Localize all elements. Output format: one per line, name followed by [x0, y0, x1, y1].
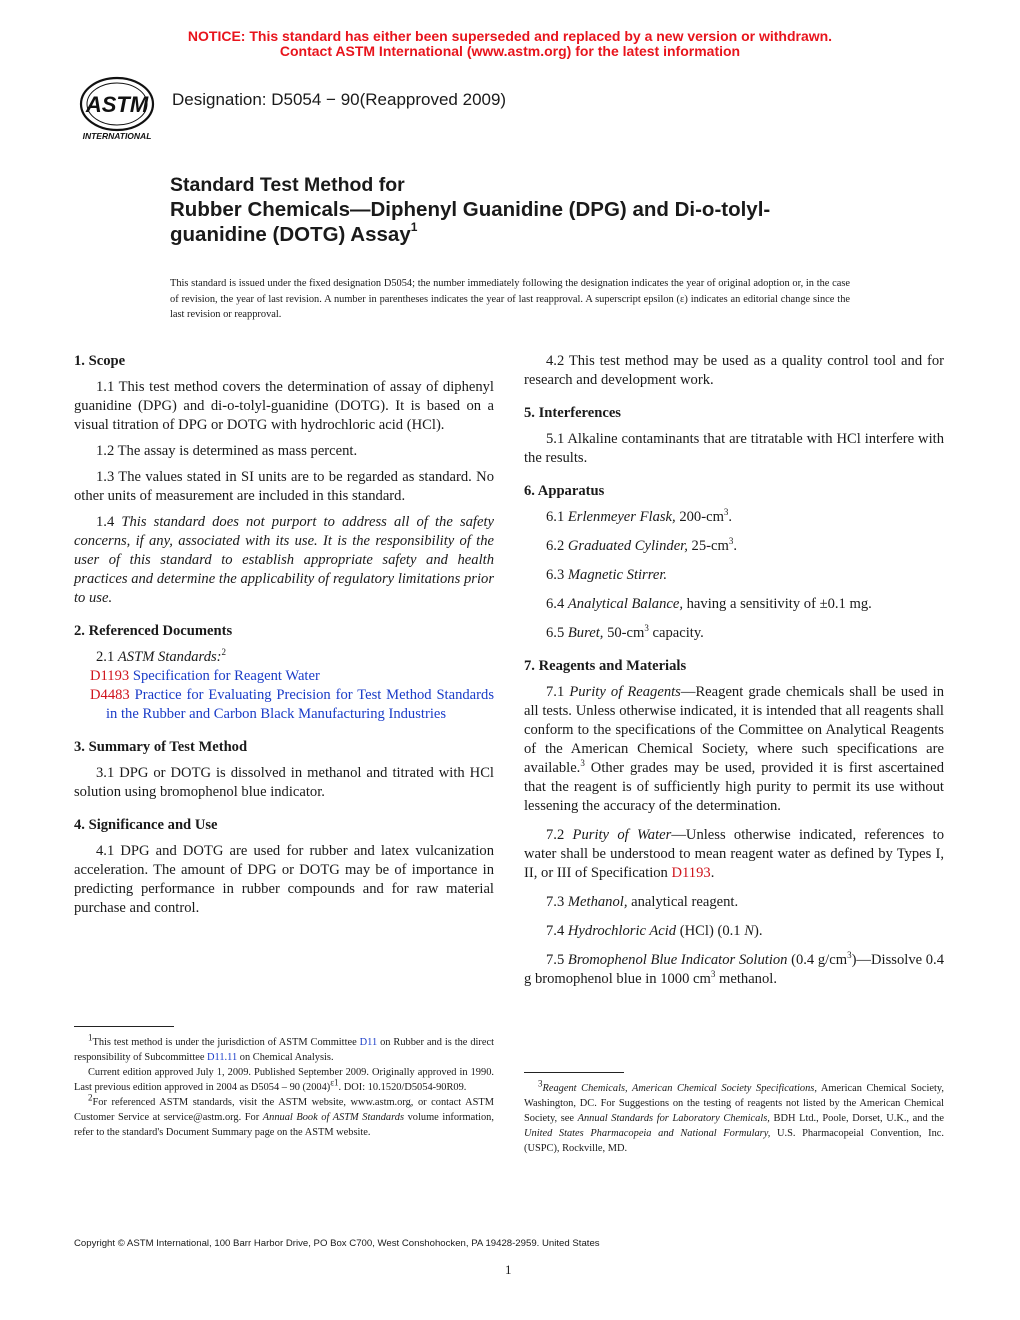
- right-column: [524, 352, 944, 999]
- ref-d4483[interactable]: D4483 Practice for Evaluating Precision for Test Method Standards in the Rubber and Carbon Black Manufacturing Industries: [90, 687, 494, 722]
- footnote-rule-right: [524, 1072, 624, 1073]
- designation: Designation: D5054 − 90(Reapproved 2009): [172, 90, 507, 109]
- copyright: Copyright © ASTM International, 100 Barr Harbor Drive, PO Box C700, West Conshohocken, PA 19428-2959. United States: [74, 1238, 600, 1249]
- section-2-heading: 2. Referenced Documents: [74, 623, 233, 639]
- footnote-2: $^2$For referenced ASTM standards, visit the ASTM website, www.astm.org, or contact ASTM Customer Service at service@astm.org. For Annual Book of ASTM Standards volume information, refer to the standard's Document Summary page on the ASTM website.: [74, 1092, 494, 1138]
- logo-text: ASTM: [85, 92, 149, 117]
- link-d1193[interactable]: D1193: [671, 865, 711, 881]
- astm-logo: [74, 76, 160, 142]
- title-sub: Standard Test Method for: [170, 174, 405, 196]
- para-2-1: 2.1 ASTM Standards:$^2$: [96, 647, 227, 665]
- title-footnote-ref: 1: [410, 220, 418, 235]
- section-5-heading: 5. Interferences: [524, 405, 621, 421]
- para-7-3: 7.3 Methanol, analytical reagent.: [546, 894, 739, 910]
- section-6-heading: 6. Apparatus: [524, 483, 605, 499]
- para-6-4: 6.4 Analytical Balance, having a sensitivity of ±0.1 mg.: [546, 596, 872, 612]
- issued-statement: This standard is issued under the fixed designation D5054; the number immediately following the designation indicates the year of original adoption or, in the case of revision, the year of last revision. A number in parentheses indicates the year of last reapproval. A superscript epsilon (ε) indicates an editorial change since the last revision or reapproval.: [170, 278, 850, 320]
- para-7-2: 7.2 Purity of Water—Unless otherwise indicated, references to water shall be understood to mean reagent water as defined by Types I, II, or III of Specification D1193.: [524, 827, 944, 881]
- para-6-5: 6.5 Buret, $50-cm^3$ capacity.: [546, 623, 704, 641]
- footnotes-left: [74, 1032, 494, 1140]
- link-d11-11[interactable]: D11.11: [207, 1052, 238, 1063]
- footnote-1-edition: Current edition approved July 1, 2009. Published September 2009. Originally approved in 1990. Last previous edition approved in 2004 as D5054 – 90 $(2004)^{\varepsilon 1}$. DOI: 10.1520/D5054-90R09.: [74, 1067, 494, 1093]
- link-d11[interactable]: D11: [359, 1037, 378, 1048]
- para-6-2: 6.2 Graduated Cylinder, $25-cm^3$.: [546, 536, 737, 554]
- notice-line-2: Contact ASTM International (www.astm.org) for the latest information: [279, 43, 741, 59]
- ref-d1193[interactable]: D1193 Specification for Reagent Water: [90, 668, 320, 684]
- section-3-heading: 3. Summary of Test Method: [74, 739, 248, 755]
- para-6-1: 6.1 Erlenmeyer Flask, $200-cm^3$.: [546, 507, 733, 525]
- section-4-heading: 4. Significance and Use: [74, 817, 218, 833]
- title-main: Rubber Chemicals—Diphenyl Guanidine (DPG) and Di-o-tolyl-guanidine (DOTG) Assay: [170, 198, 771, 246]
- para-1-2: 1.2 The assay is determined as mass percent.: [96, 443, 358, 459]
- section-7-heading: 7. Reagents and Materials: [524, 658, 687, 674]
- logo-subtext: INTERNATIONAL: [82, 131, 152, 141]
- para-6-3: 6.3 Magnetic Stirrer.: [546, 567, 668, 583]
- footnotes-right: [524, 1078, 944, 1156]
- para-1-1: 1.1 This test method covers the determination of assay of diphenyl guanidine (DPG) and di-o-tolyl-guanidine (DOTG). It is based on a visual titration of DPG or DOTG with hydrochloric acid (HCl).: [74, 379, 494, 433]
- section-1-heading: 1. Scope: [74, 353, 126, 369]
- para-1-3: 1.3 The values stated in SI units are to be regarded as standard. No other units of measurement are included in this standard.: [74, 469, 494, 504]
- footnote-1: $^1$This test method is under the jurisdiction of ASTM Committee D11 on Rubber and is the direct responsibility of Subcommittee D11.11 on Chemical Analysis.: [74, 1032, 494, 1063]
- para-4-2: 4.2 This test method may be used as a quality control tool and for research and development work.: [524, 353, 944, 388]
- para-3-1: 3.1 DPG or DOTG is dissolved in methanol and titrated with HCl solution using bromophenol blue indicator.: [74, 765, 494, 800]
- para-4-1: 4.1 DPG and DOTG are used for rubber and latex vulcanization acceleration. The amount of DPG or DOTG may be of importance in predicting performance in rubber compounds and for raw material purchase and control.: [74, 843, 494, 916]
- para-5-1: 5.1 Alkaline contaminants that are titratable with HCl interfere with the results.: [524, 431, 944, 466]
- footnote-3: $^3$Reagent Chemicals, American Chemical Society Specifications, American Chemical Society, Washington, DC. For Suggestions on the testing of reagents not listed by the American Chemical Society, see Annual Standards for Laboratory Chemicals, BDH Ltd., Poole, Dorset, U.K., and the United States Pharmacopeia and National Formulary, U.S. Pharmacopeial Convention, Inc. (USPC), Rockville, MD.: [524, 1078, 944, 1154]
- para-7-1: 7.1 Purity of Reagents—Reagent grade chemicals shall be used in all tests. Unless otherwise indicated, it is intended that all reagents shall conform to the specifications of the Committee on Analytical Reagents of the American Chemical Society, where such specifications are available.$^3$ Other grades may be used, provided it is first ascertained that the reagent is of sufficiently high purity to permit its use without lessening the accuracy of the determination.: [524, 684, 945, 814]
- para-7-4: 7.4 Hydrochloric Acid (HCl) (0.1 N).: [546, 923, 763, 939]
- para-7-5: 7.5 Bromophenol Blue Indicator Solution (0.4 $g/cm^3)—Dissolve$ 0.4 g bromophenol blue in 1000 $cm^3$ methanol.: [524, 950, 944, 987]
- page-number: 1: [505, 1262, 512, 1277]
- notice-line-1: NOTICE: This standard has either been superseded and replaced by a new version or withdrawn.: [187, 28, 833, 44]
- footnote-rule-left: [74, 1026, 174, 1027]
- page-title: [170, 197, 850, 247]
- para-1-4: 1.4 This standard does not purport to address all of the safety concerns, if any, associated with its use. It is the responsibility of the user of this standard to establish appropriate safety and health practices and determine the applicability of regulatory limitations prior to use.: [74, 514, 494, 606]
- left-column: [74, 352, 494, 925]
